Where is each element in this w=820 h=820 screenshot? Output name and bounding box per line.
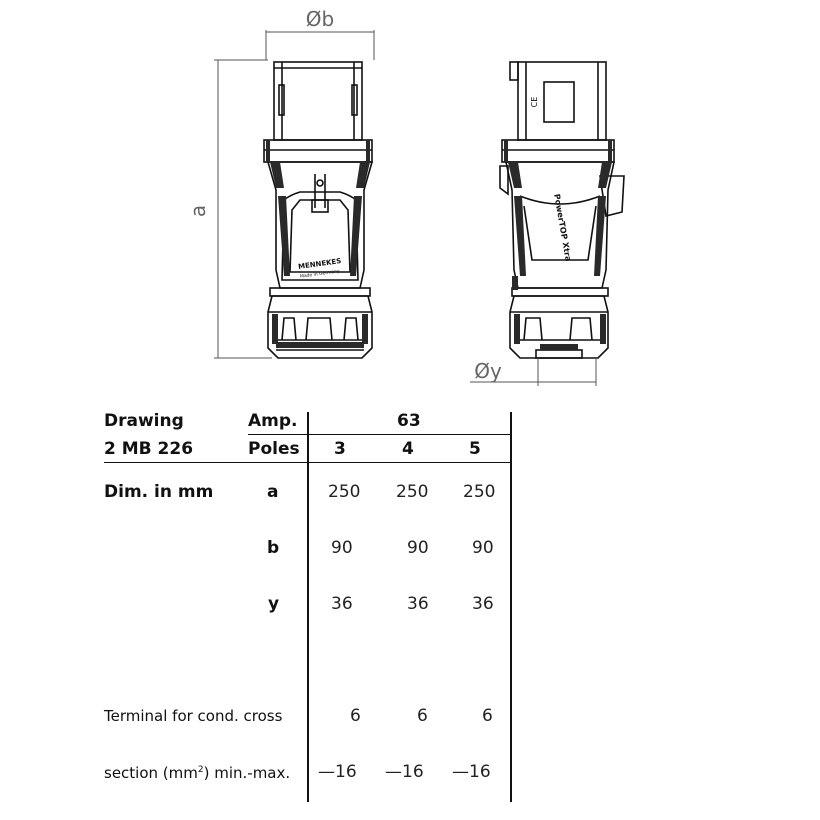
dimension-a-label: a xyxy=(186,204,210,218)
dimension-b xyxy=(266,30,374,60)
dim-in-mm-label: Dim. in mm xyxy=(104,482,214,502)
row-y-key: y xyxy=(268,594,280,614)
row-y-4: 36 xyxy=(407,594,429,614)
table-header-rule xyxy=(248,434,510,435)
terminal-label-line2-sup: 2 xyxy=(197,765,204,775)
terminal-max-3: —16 xyxy=(318,762,357,782)
dimension-a xyxy=(214,60,272,358)
terminal-label-line2-post: ) min.-max. xyxy=(203,764,291,782)
terminal-label-line2-pre: section (mm xyxy=(104,764,198,782)
poles-label: Poles xyxy=(248,439,300,459)
row-a-5: 250 xyxy=(463,482,496,502)
row-a-3: 250 xyxy=(328,482,361,502)
row-b-5: 90 xyxy=(472,538,494,558)
ce-mark: CE xyxy=(530,96,539,108)
terminal-min-3: 6 xyxy=(350,706,361,726)
table-divider-left xyxy=(307,412,309,802)
row-b-3: 90 xyxy=(331,538,353,558)
table-divider-right xyxy=(510,412,512,802)
front-view-shading xyxy=(266,140,370,348)
dimension-b-label: Øb xyxy=(305,7,335,31)
terminal-min-4: 6 xyxy=(417,706,428,726)
terminal-max-5: —16 xyxy=(452,762,491,782)
terminal-min-5: 6 xyxy=(482,706,493,726)
poles-4: 4 xyxy=(402,439,414,459)
brand-subtext: Made in Germany xyxy=(299,269,341,280)
amp-label: Amp. xyxy=(248,411,298,431)
row-y-3: 36 xyxy=(331,594,353,614)
row-y-5: 36 xyxy=(472,594,494,614)
terminal-label-line1: Terminal for cond. cross xyxy=(104,707,283,725)
row-b-4: 90 xyxy=(407,538,429,558)
side-view-shading xyxy=(504,140,612,350)
terminal-label-line2 xyxy=(104,766,290,781)
amp-value: 63 xyxy=(397,411,421,431)
table-header-rule-bottom xyxy=(104,462,510,463)
plug-technical-drawing xyxy=(0,0,820,400)
row-a-key: a xyxy=(267,482,279,502)
product-name-text: PowerTOP Xtra xyxy=(552,193,573,263)
poles-5: 5 xyxy=(469,439,481,459)
drawing-number: 2 MB 226 xyxy=(104,439,194,459)
brand-logo-text: MENNEKES xyxy=(297,257,342,272)
dimension-y-label: Øy xyxy=(474,359,502,383)
terminal-max-4: —16 xyxy=(385,762,424,782)
poles-3: 3 xyxy=(334,439,346,459)
drawing-label: Drawing xyxy=(104,411,184,431)
row-b-key: b xyxy=(267,538,280,558)
row-a-4: 250 xyxy=(396,482,429,502)
